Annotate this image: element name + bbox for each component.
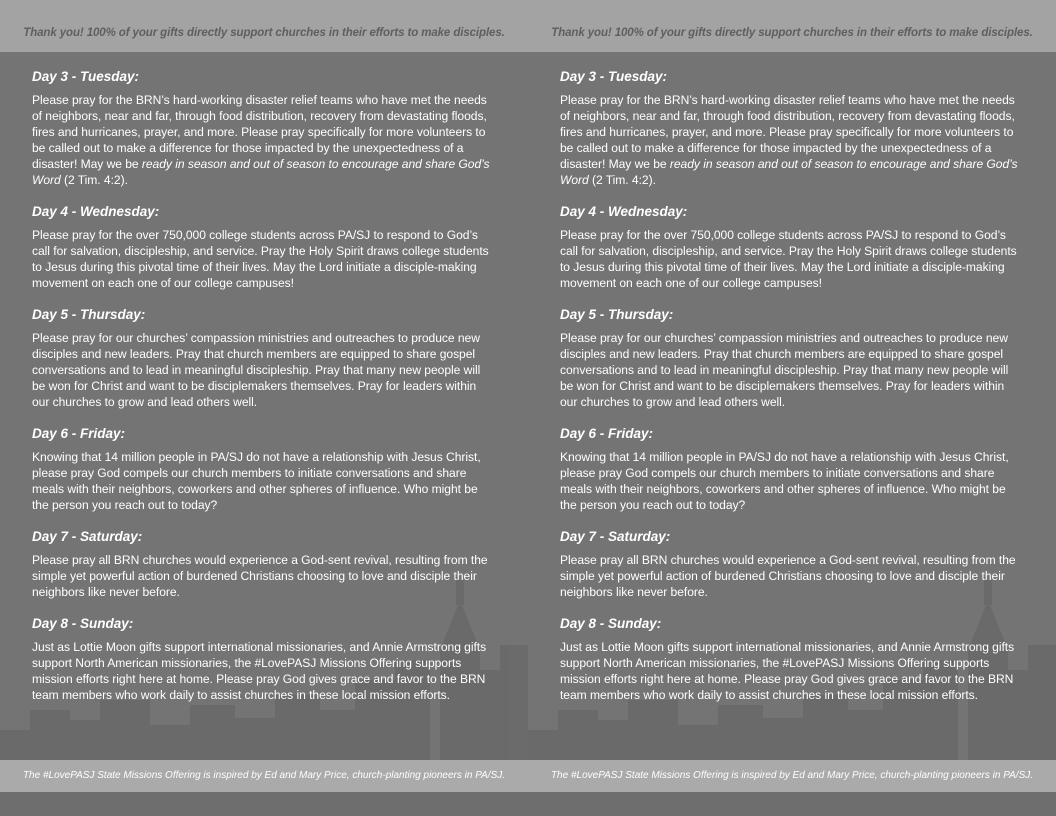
day-4-section: [560, 203, 1022, 291]
day-3-title: Day 3 - Tuesday:: [32, 69, 140, 84]
day-3-reference: (2 Tim. 4:2).: [60, 173, 128, 187]
right-panel: [528, 0, 1056, 816]
day-4-section: [32, 203, 494, 291]
day-5-body: Please pray for our churches’ compassion ministries and outreaches to produce new disciples and new leaders. Pray that church members are equipped to share gospel conversations and to lead in meaningful discipleship. Pray that many new people will be won for Christ and want to be disciplemakers themselves. Pray for leaders within our churches to grow and lead others well.: [32, 331, 481, 409]
day-8-title: Day 8 - Sunday:: [32, 616, 134, 631]
day-3-body: [32, 92, 494, 188]
header-note: Thank you! 100% of your gifts directly support churches in their efforts to make disciples.: [551, 27, 1033, 39]
footer-band: [528, 760, 1056, 792]
day-5-body: Please pray for our churches’ compassion ministries and outreaches to produce new disciples and new leaders. Pray that church members are equipped to share gospel conversations and to lead in meaningful discipleship. Pray that many new people will be won for Christ and want to be disciplemakers themselves. Pray for leaders within our churches to grow and lead others well.: [560, 331, 1009, 409]
day-7-section: [32, 528, 494, 600]
day-4-title: Day 4 - Wednesday:: [560, 204, 688, 219]
day-6-section: [32, 425, 494, 513]
day-6-body: Knowing that 14 million people in PA/SJ do not have a relationship with Jesus Christ, please pray God compels our church members to initiate conversations and share meals with their neighbors, coworkers and other spheres of influence. Who might be the person you reach out to today?: [32, 450, 481, 512]
day-3-text: Please pray for the BRN’s hard-working disaster relief teams who have met the needs of neighbors, near and far, through food distribution, recovery from devastating floods, fires and hurricanes, prayer, and more. Please pray specifically for more volunteers to be called out to make a difference for those impacted by the unexpectedness of a disaster! May we be: [560, 93, 1015, 171]
day-3-section: [560, 68, 1022, 188]
day-3-title: Day 3 - Tuesday:: [560, 69, 668, 84]
day-3-scripture-emphasis: ready in season and out of season to encourage and share God’s Word: [560, 157, 1018, 187]
footer-note: The #LovePASJ State Missions Offering is inspired by Ed and Mary Price, church-planting pioneers in PA/SJ.: [550, 770, 1034, 781]
footer-note: The #LovePASJ State Missions Offering is inspired by Ed and Mary Price, church-planting pioneers in PA/SJ.: [22, 770, 506, 781]
day-4-body: Please pray for the over 750,000 college students across PA/SJ to respond to God’s call for salvation, discipleship, and service. Pray the Holy Spirit draws college students to Jesus during this pivotal time of their lives. May the Lord initiate a disciple-making movement on each one of our college campuses!: [32, 228, 489, 290]
day-7-title: Day 7 - Saturday:: [32, 529, 143, 544]
day-7-body: Please pray all BRN churches would experience a God-sent revival, resulting from the simple yet powerful action of burdened Christians choosing to love and disciple their neighbors like never before.: [560, 553, 1016, 599]
prayer-guide-content: [560, 68, 1022, 718]
day-5-title: Day 5 - Thursday:: [32, 307, 146, 322]
day-5-section: [560, 306, 1022, 410]
day-3-reference: (2 Tim. 4:2).: [588, 173, 656, 187]
day-4-title: Day 4 - Wednesday:: [32, 204, 160, 219]
day-8-body: Just as Lottie Moon gifts support international missionaries, and Annie Armstrong gifts support North American missionaries, the #LovePASJ Missions Offering supports mission efforts right here at home. Please pray God gives grace and favor to the BRN team members who work daily to assist churches in these local mission efforts.: [560, 640, 1015, 702]
day-3-scripture-emphasis: ready in season and out of season to encourage and share God’s Word: [32, 157, 490, 187]
bottom-strip: [0, 792, 528, 816]
day-7-body: Please pray all BRN churches would experience a God-sent revival, resulting from the simple yet powerful action of burdened Christians choosing to love and disciple their neighbors like never before.: [32, 553, 488, 599]
day-8-section: [32, 615, 494, 703]
day-5-title: Day 5 - Thursday:: [560, 307, 674, 322]
prayer-guide-content: [32, 68, 494, 718]
day-3-section: [32, 68, 494, 188]
footer-band: [0, 760, 528, 792]
header-band: [0, 0, 528, 52]
day-6-section: [560, 425, 1022, 513]
day-4-body: Please pray for the over 750,000 college students across PA/SJ to respond to God’s call for salvation, discipleship, and service. Pray the Holy Spirit draws college students to Jesus during this pivotal time of their lives. May the Lord initiate a disciple-making movement on each one of our college campuses!: [560, 228, 1017, 290]
day-7-title: Day 7 - Saturday:: [560, 529, 671, 544]
day-3-text: Please pray for the BRN’s hard-working disaster relief teams who have met the needs of neighbors, near and far, through food distribution, recovery from devastating floods, fires and hurricanes, prayer, and more. Please pray specifically for more volunteers to be called out to make a difference for those impacted by the unexpectedness of a disaster! May we be: [32, 93, 487, 171]
header-note: Thank you! 100% of your gifts directly support churches in their efforts to make disciples.: [23, 27, 505, 39]
day-8-title: Day 8 - Sunday:: [560, 616, 662, 631]
day-8-body: Just as Lottie Moon gifts support international missionaries, and Annie Armstrong gifts support North American missionaries, the #LovePASJ Missions Offering supports mission efforts right here at home. Please pray God gives grace and favor to the BRN team members who work daily to assist churches in these local mission efforts.: [32, 640, 487, 702]
day-6-title: Day 6 - Friday:: [32, 426, 126, 441]
header-band: [528, 0, 1056, 52]
day-5-section: [32, 306, 494, 410]
day-3-body: [560, 92, 1022, 188]
day-6-title: Day 6 - Friday:: [560, 426, 654, 441]
bottom-strip: [528, 792, 1056, 816]
day-8-section: [560, 615, 1022, 703]
day-6-body: Knowing that 14 million people in PA/SJ do not have a relationship with Jesus Christ, please pray God compels our church members to initiate conversations and share meals with their neighbors, coworkers and other spheres of influence. Who might be the person you reach out to today?: [560, 450, 1009, 512]
day-7-section: [560, 528, 1022, 600]
